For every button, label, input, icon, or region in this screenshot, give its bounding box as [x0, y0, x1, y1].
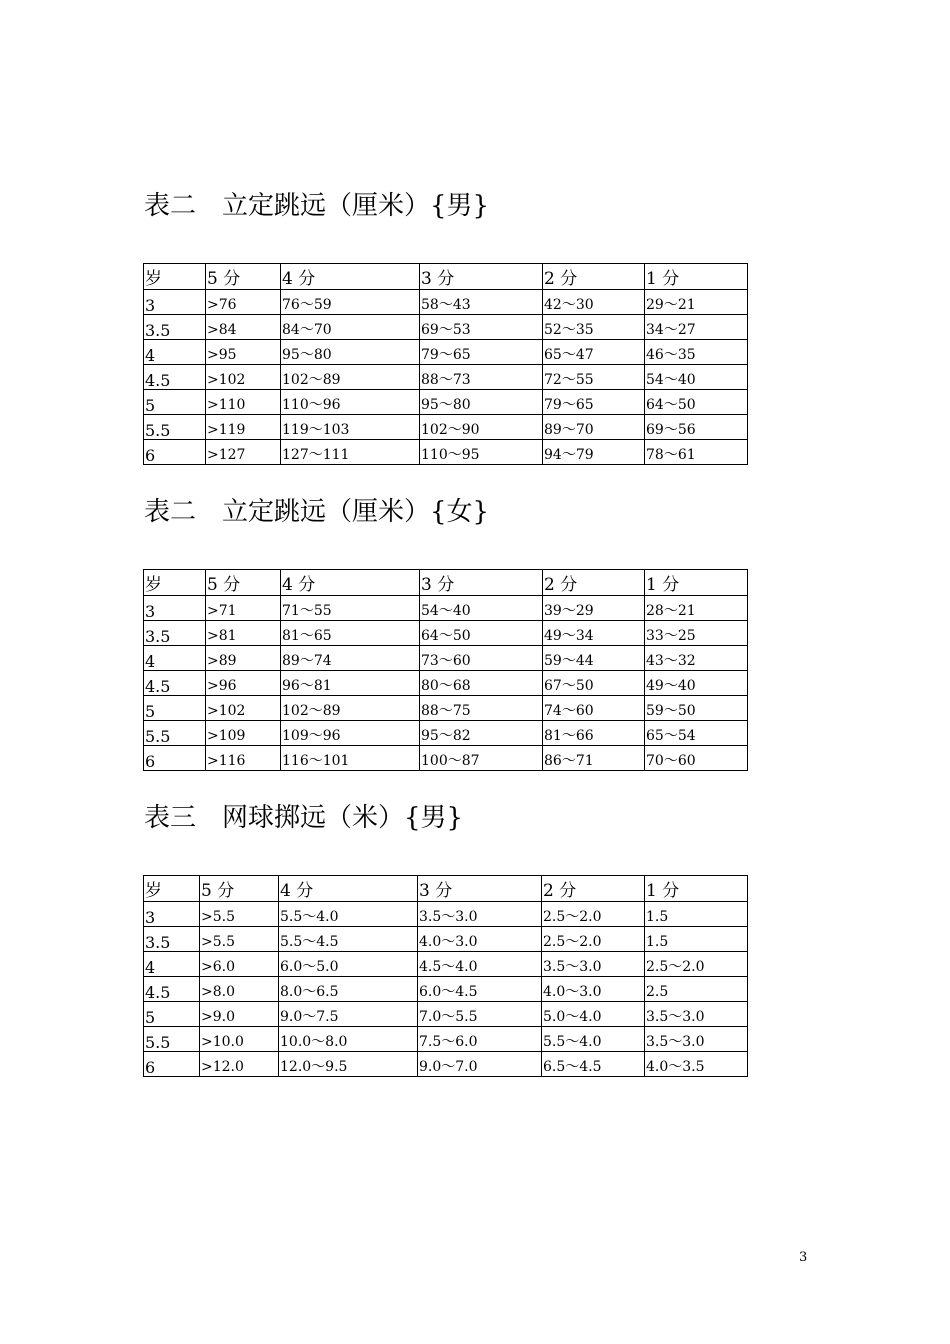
score-cell: 69～56 — [645, 415, 748, 440]
table-title-standing-jump-boys: 表二 立定跳远（厘米）{男} — [144, 191, 490, 221]
score-cell: 80～68 — [420, 671, 543, 696]
header-4-points: 4 分 — [281, 570, 420, 596]
score-cell: 46～35 — [645, 340, 748, 365]
score-cell: 52～35 — [543, 315, 645, 340]
score-cell: 28～21 — [645, 596, 748, 621]
score-cell: 4.0～3.5 — [645, 1052, 748, 1077]
age-cell: 4.5 — [144, 365, 206, 390]
score-cell: 65～54 — [645, 721, 748, 746]
score-cell: 79～65 — [543, 390, 645, 415]
age-cell: 3.5 — [144, 621, 206, 646]
age-cell: 6 — [144, 440, 206, 465]
score-cell: 119～103 — [281, 415, 420, 440]
score-cell: 3.5～3.0 — [645, 1002, 748, 1027]
score-cell: 34～27 — [645, 315, 748, 340]
score-cell: 71～55 — [281, 596, 420, 621]
age-cell: 3.5 — [144, 315, 206, 340]
score-cell: 6.0～4.5 — [418, 977, 542, 1002]
score-cell: 72～55 — [543, 365, 645, 390]
table-row — [144, 952, 748, 977]
age-cell: 4 — [144, 646, 206, 671]
score-cell: >5.5 — [200, 902, 279, 927]
score-cell: 4.0～3.0 — [418, 927, 542, 952]
score-cell: 29～21 — [645, 290, 748, 315]
score-cell: 59～44 — [543, 646, 645, 671]
score-cell: 96～81 — [281, 671, 420, 696]
table-row — [144, 340, 748, 365]
age-cell: 4 — [144, 952, 200, 977]
table-row — [144, 1027, 748, 1052]
table-row — [144, 671, 748, 696]
score-cell: 59～50 — [645, 696, 748, 721]
header-1-point: 1 分 — [645, 570, 748, 596]
score-cell: >12.0 — [200, 1052, 279, 1077]
standing-jump-girls-table — [143, 569, 748, 771]
score-cell: 65～47 — [543, 340, 645, 365]
table-row — [144, 390, 748, 415]
score-cell: 88～73 — [420, 365, 543, 390]
score-cell: 7.5～6.0 — [418, 1027, 542, 1052]
header-5-points: 5 分 — [200, 876, 279, 902]
score-cell: 109～96 — [281, 721, 420, 746]
score-cell: 39～29 — [543, 596, 645, 621]
table-header-row — [144, 570, 748, 596]
header-age: 岁 — [144, 570, 206, 596]
page-number: 3 — [799, 1250, 808, 1265]
table-title-standing-jump-girls: 表二 立定跳远（厘米）{女} — [144, 497, 490, 527]
score-cell: 95～82 — [420, 721, 543, 746]
score-cell: 7.0～5.5 — [418, 1002, 542, 1027]
score-cell: 5.5～4.0 — [542, 1027, 645, 1052]
score-cell: 94～79 — [543, 440, 645, 465]
score-cell: 89～70 — [543, 415, 645, 440]
score-cell: 8.0～6.5 — [279, 977, 418, 1002]
score-cell: 3.5～3.0 — [418, 902, 542, 927]
score-cell: 2.5～2.0 — [542, 902, 645, 927]
score-cell: 6.0～5.0 — [279, 952, 418, 977]
score-cell: 1.5 — [645, 902, 748, 927]
age-cell: 3 — [144, 902, 200, 927]
table-row — [144, 746, 748, 771]
score-cell: 78～61 — [645, 440, 748, 465]
score-cell: 67～50 — [543, 671, 645, 696]
header-3-points: 3 分 — [420, 570, 543, 596]
score-cell: 81～65 — [281, 621, 420, 646]
score-cell: 54～40 — [645, 365, 748, 390]
score-cell: 1.5 — [645, 927, 748, 952]
score-cell: 58～43 — [420, 290, 543, 315]
score-cell: 33～25 — [645, 621, 748, 646]
table-row — [144, 290, 748, 315]
score-cell: 4.0～3.0 — [542, 977, 645, 1002]
score-cell: 64～50 — [420, 621, 543, 646]
score-cell: >127 — [206, 440, 281, 465]
header-5-points: 5 分 — [206, 570, 281, 596]
table-row — [144, 1002, 748, 1027]
score-cell: 116～101 — [281, 746, 420, 771]
score-cell: 127～111 — [281, 440, 420, 465]
score-cell: 10.0～8.0 — [279, 1027, 418, 1052]
age-cell: 6 — [144, 1052, 200, 1077]
table-row — [144, 977, 748, 1002]
score-cell: 102～90 — [420, 415, 543, 440]
score-cell: 69～53 — [420, 315, 543, 340]
score-cell: 9.0～7.0 — [418, 1052, 542, 1077]
score-cell: 3.5～3.0 — [645, 1027, 748, 1052]
table-row — [144, 721, 748, 746]
score-cell: 2.5 — [645, 977, 748, 1002]
table-row — [144, 365, 748, 390]
header-1-point: 1 分 — [645, 264, 748, 290]
tennis-throw-boys-table — [143, 875, 748, 1077]
age-cell: 4.5 — [144, 977, 200, 1002]
age-cell: 4 — [144, 340, 206, 365]
score-cell: >95 — [206, 340, 281, 365]
table-row — [144, 415, 748, 440]
score-cell: 86～71 — [543, 746, 645, 771]
header-3-points: 3 分 — [418, 876, 542, 902]
table-header-row — [144, 876, 748, 902]
score-cell: 95～80 — [420, 390, 543, 415]
score-cell: 4.5～4.0 — [418, 952, 542, 977]
table-row — [144, 696, 748, 721]
score-cell: >6.0 — [200, 952, 279, 977]
age-cell: 5 — [144, 390, 206, 415]
score-cell: 81～66 — [543, 721, 645, 746]
age-cell: 4.5 — [144, 671, 206, 696]
score-cell: >119 — [206, 415, 281, 440]
score-cell: 110～96 — [281, 390, 420, 415]
age-cell: 5.5 — [144, 721, 206, 746]
score-cell: 84～70 — [281, 315, 420, 340]
age-cell: 6 — [144, 746, 206, 771]
header-1-point: 1 分 — [645, 876, 748, 902]
score-cell: 110～95 — [420, 440, 543, 465]
table-header-row — [144, 264, 748, 290]
score-cell: 12.0～9.5 — [279, 1052, 418, 1077]
score-cell: 70～60 — [645, 746, 748, 771]
score-cell: 102～89 — [281, 696, 420, 721]
score-cell: 95～80 — [281, 340, 420, 365]
age-cell: 5 — [144, 696, 206, 721]
score-cell: >109 — [206, 721, 281, 746]
score-cell: 3.5～3.0 — [542, 952, 645, 977]
score-cell: 9.0～7.5 — [279, 1002, 418, 1027]
header-2-points: 2 分 — [543, 570, 645, 596]
table-row — [144, 1052, 748, 1077]
score-cell: >81 — [206, 621, 281, 646]
score-cell: >9.0 — [200, 1002, 279, 1027]
age-cell: 3 — [144, 290, 206, 315]
header-4-points: 4 分 — [279, 876, 418, 902]
score-cell: 49～34 — [543, 621, 645, 646]
score-cell: 79～65 — [420, 340, 543, 365]
age-cell: 5.5 — [144, 415, 206, 440]
score-cell: >116 — [206, 746, 281, 771]
score-cell: 42～30 — [543, 290, 645, 315]
score-cell: >102 — [206, 365, 281, 390]
score-cell: >96 — [206, 671, 281, 696]
score-cell: 54～40 — [420, 596, 543, 621]
age-cell: 5.5 — [144, 1027, 200, 1052]
header-3-points: 3 分 — [420, 264, 543, 290]
score-cell: 5.0～4.0 — [542, 1002, 645, 1027]
score-cell: 6.5～4.5 — [542, 1052, 645, 1077]
table-row — [144, 440, 748, 465]
score-cell: >110 — [206, 390, 281, 415]
score-cell: >71 — [206, 596, 281, 621]
table-row — [144, 621, 748, 646]
age-cell: 3.5 — [144, 927, 200, 952]
score-cell: >76 — [206, 290, 281, 315]
score-cell: 76～59 — [281, 290, 420, 315]
header-age: 岁 — [144, 264, 206, 290]
score-cell: 88～75 — [420, 696, 543, 721]
score-cell: 2.5～2.0 — [542, 927, 645, 952]
score-cell: 73～60 — [420, 646, 543, 671]
score-cell: 64～50 — [645, 390, 748, 415]
score-cell: >89 — [206, 646, 281, 671]
header-5-points: 5 分 — [206, 264, 281, 290]
table-row — [144, 927, 748, 952]
score-cell: >8.0 — [200, 977, 279, 1002]
score-cell: 100～87 — [420, 746, 543, 771]
score-cell: 74～60 — [543, 696, 645, 721]
score-cell: 49～40 — [645, 671, 748, 696]
table-row — [144, 902, 748, 927]
score-cell: 5.5～4.0 — [279, 902, 418, 927]
table-row — [144, 646, 748, 671]
score-cell: >5.5 — [200, 927, 279, 952]
standing-jump-boys-table — [143, 263, 748, 465]
header-age: 岁 — [144, 876, 200, 902]
score-cell: 102～89 — [281, 365, 420, 390]
table-row — [144, 315, 748, 340]
score-cell: >10.0 — [200, 1027, 279, 1052]
header-2-points: 2 分 — [543, 264, 645, 290]
score-cell: 5.5～4.5 — [279, 927, 418, 952]
header-2-points: 2 分 — [542, 876, 645, 902]
table-row — [144, 596, 748, 621]
score-cell: 43～32 — [645, 646, 748, 671]
age-cell: 5 — [144, 1002, 200, 1027]
score-cell: 89～74 — [281, 646, 420, 671]
table-title-tennis-throw-boys: 表三 网球掷远（米）{男} — [144, 803, 464, 833]
age-cell: 3 — [144, 596, 206, 621]
score-cell: >102 — [206, 696, 281, 721]
score-cell: 2.5～2.0 — [645, 952, 748, 977]
header-4-points: 4 分 — [281, 264, 420, 290]
score-cell: >84 — [206, 315, 281, 340]
